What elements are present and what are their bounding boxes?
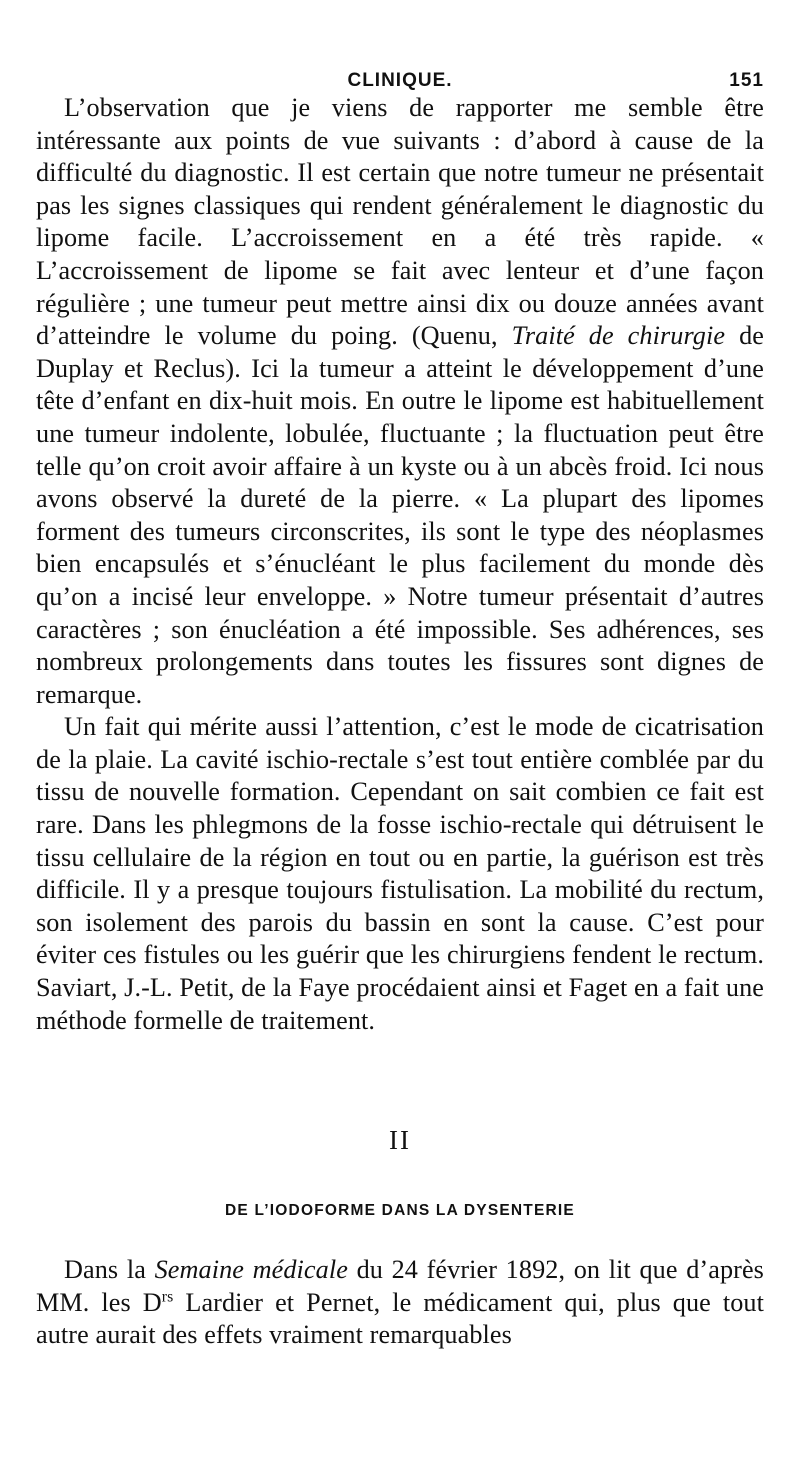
text-run: Dans la [64, 1255, 146, 1285]
running-head [36, 62, 764, 92]
text-run: L’observation que je viens de rapporter me semble être intéressante aux points de vue suivants : d’abord à cause de la difficulté du diagnostic. Il est certain que notre tumeur ne présentait pas les signes classiques qui rendent généralement le diagnostic du lipome facile. L’accroissement en a été très rapide. « L’accroissement de lipome se fait avec lenteur et d’une façon régulière ; une tumeur peut mettre ainsi dix ou douze années avant d’atteindre le volume du poing. (Quenu, [36, 93, 764, 351]
text-run: de Duplay et Reclus). Ici la tumeur a atteint le développement d’une tête d’enfant en dix-huit mois. En outre le lipome est habituellement une tumeur indolente, lobulée, fluctuante ; la fluctuation peut être telle qu’on croit avoir affaire à un kyste ou à un abcès froid. Ici nous avons observé la dureté de la pierre. « La plupart des lipomes forment des tumeurs circonscrites, ils sont le type des néoplasmes bien encapsulés et s’énucléant le plus facilement du monde dès qu’on a incisé leur enveloppe. » Notre tumeur présentait d’autres caractères ; son énucléation a été impossible. Ses adhérences, ses nombreux prolongements dans toutes les fissures sont dignes de remarque. [36, 321, 764, 709]
section-number: II [389, 1125, 411, 1156]
section-title: DE L’IODOFORME DANS LA DYSENTERIE [225, 1202, 575, 1220]
superscript: rs [161, 1288, 174, 1306]
page-number: 151 [729, 70, 764, 91]
journal-title: Semaine médicale [154, 1255, 348, 1285]
text-run: Lardier et Pernet, le médicament qui, plus que tout autre aurait des effets vraiment remarquables [36, 1287, 764, 1350]
paragraph-iodoforme [36, 1254, 764, 1352]
paragraph-cicatrisation: Un fait qui mérite aussi l’attention, c’est le mode de cicatrisation de la plaie. La cavité ischio-rectale s’est tout entière comblée par du tissu de nouvelle formation. Cependant on sait combien ce fait est rare. Dans les phlegmons de la fosse ischio-rectale qui détruisent le tissu cellulaire de la région en tout ou en partie, la guérison est très difficile. Il y a presque toujours fistulisation. La mobilité du rectum, son isolement des parois du bassin en sont la cause. C’est pour éviter ces fistules ou les guérir que les chirurgiens fendent le rectum. Saviart, J.-L. Petit, de la Faye procédaient ainsi et Faget en a fait une méthode formelle de traitement. [36, 712, 764, 1035]
page [36, 62, 764, 1352]
paragraph-observation [36, 92, 764, 711]
text-run: du 24 février 1892, on lit que d’après MM. les D [36, 1255, 764, 1317]
running-title: CLINIQUE. [347, 70, 453, 91]
book-title: Traité de chirurgie [511, 321, 726, 351]
